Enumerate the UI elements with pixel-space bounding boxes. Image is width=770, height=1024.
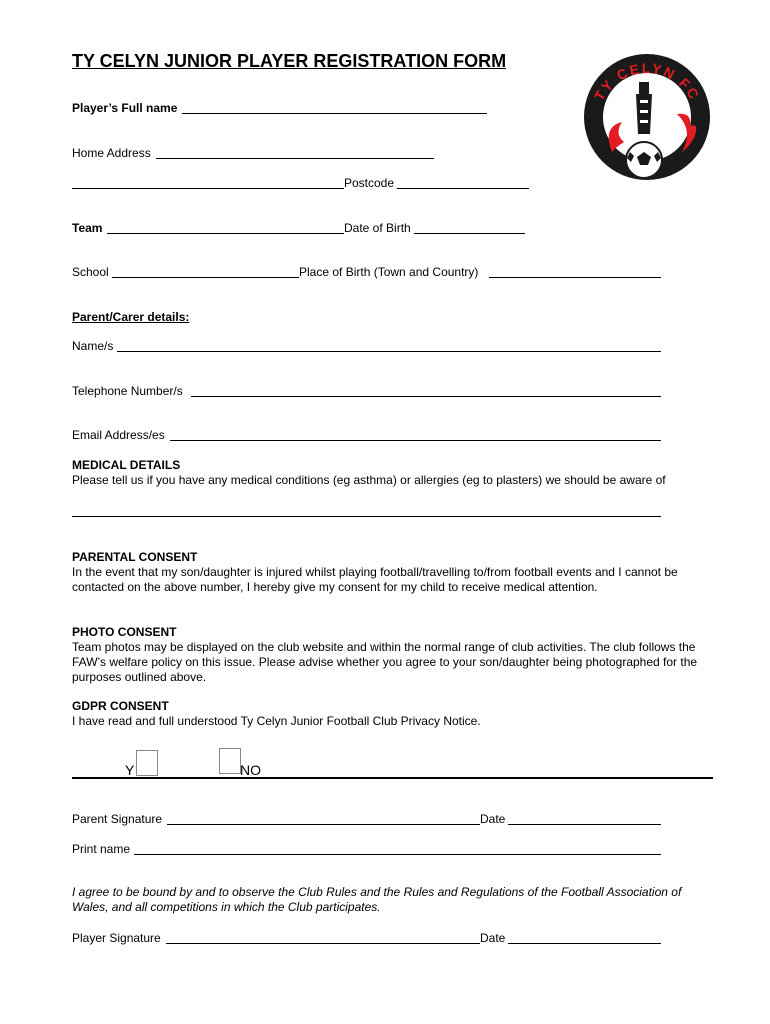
agreement-text: I agree to be bound by and to observe the Club Rules and the Rules and Regulations of the Football Association of Wales, and all competitions in which the Club participates.	[72, 885, 682, 914]
photo-consent-text: Team photos may be displayed on the club website and within the normal range of club activities. The club follows the FAW’s welfare policy on this issue. Please advise whether you agree to your son/daughter being photographed for the purposes outlined above.	[72, 640, 698, 684]
medical-text: Please tell us if you have any medical conditions (eg asthma) or allergies (eg to plasters) we should be aware of	[72, 473, 666, 487]
telephone-field[interactable]	[191, 396, 661, 397]
player-signature-label: Player Signature	[72, 931, 161, 945]
school-label: School	[72, 265, 109, 279]
home-address-label: Home Address	[72, 146, 151, 160]
player-full-name-field[interactable]	[182, 113, 487, 114]
parent-names-label: Name/s	[72, 339, 114, 353]
parent-signature-field[interactable]	[167, 824, 480, 825]
postcode-label: Postcode	[344, 176, 395, 190]
team-field[interactable]	[107, 233, 344, 234]
gdpr-no-checkbox[interactable]	[219, 748, 241, 774]
date-of-birth-label: Date of Birth	[344, 221, 411, 235]
player-signature-field[interactable]	[166, 943, 480, 944]
parent-names-field[interactable]	[117, 351, 661, 352]
gdpr-consent-text: I have read and full understood Ty Celyn Junior Football Club Privacy Notice.	[72, 714, 481, 728]
home-address-field[interactable]	[156, 158, 434, 159]
postcode-field[interactable]	[397, 188, 529, 189]
medical-field[interactable]	[72, 516, 661, 517]
club-logo	[582, 52, 712, 182]
gdpr-yes-checkbox[interactable]	[136, 750, 158, 776]
print-name-label: Print name	[72, 842, 131, 856]
parent-carer-heading: Parent/Carer details:	[72, 310, 190, 324]
photo-consent-heading: PHOTO CONSENT	[72, 625, 177, 639]
logo-text: TY CELYN FC	[590, 59, 704, 104]
telephone-label: Telephone Number/s	[72, 384, 183, 398]
place-of-birth-label: Place of Birth (Town and Country)	[299, 265, 479, 279]
parent-signature-date-label: Date	[480, 812, 506, 826]
team-label: Team	[72, 221, 103, 235]
date-of-birth-field[interactable]	[414, 233, 525, 234]
print-name-field[interactable]	[134, 854, 661, 855]
email-field[interactable]	[170, 440, 661, 441]
home-address-line2-field[interactable]	[72, 188, 344, 189]
section-divider	[72, 777, 713, 779]
place-of-birth-field[interactable]	[489, 277, 661, 278]
medical-heading: MEDICAL DETAILS	[72, 458, 181, 472]
parent-signature-date-field[interactable]	[508, 824, 661, 825]
email-label: Email Address/es	[72, 428, 165, 442]
gdpr-consent-heading: GDPR CONSENT	[72, 699, 169, 713]
gdpr-no-label: NO	[240, 762, 261, 778]
player-signature-date-label: Date	[480, 931, 506, 945]
page-title: TY CELYN JUNIOR PLAYER REGISTRATION FORM	[72, 51, 507, 71]
parent-signature-label: Parent Signature	[72, 812, 163, 826]
player-signature-date-field[interactable]	[508, 943, 661, 944]
parental-consent-heading: PARENTAL CONSENT	[72, 550, 198, 564]
gdpr-yes-label: Y	[125, 762, 135, 778]
player-full-name-label: Player’s Full name	[72, 101, 178, 115]
parental-consent-text: In the event that my son/daughter is injured whilst playing football/travelling to/from football events and I cannot be contacted on the above number, I hereby give my consent for my child to receive medical attention.	[72, 565, 678, 594]
school-field[interactable]	[112, 277, 299, 278]
